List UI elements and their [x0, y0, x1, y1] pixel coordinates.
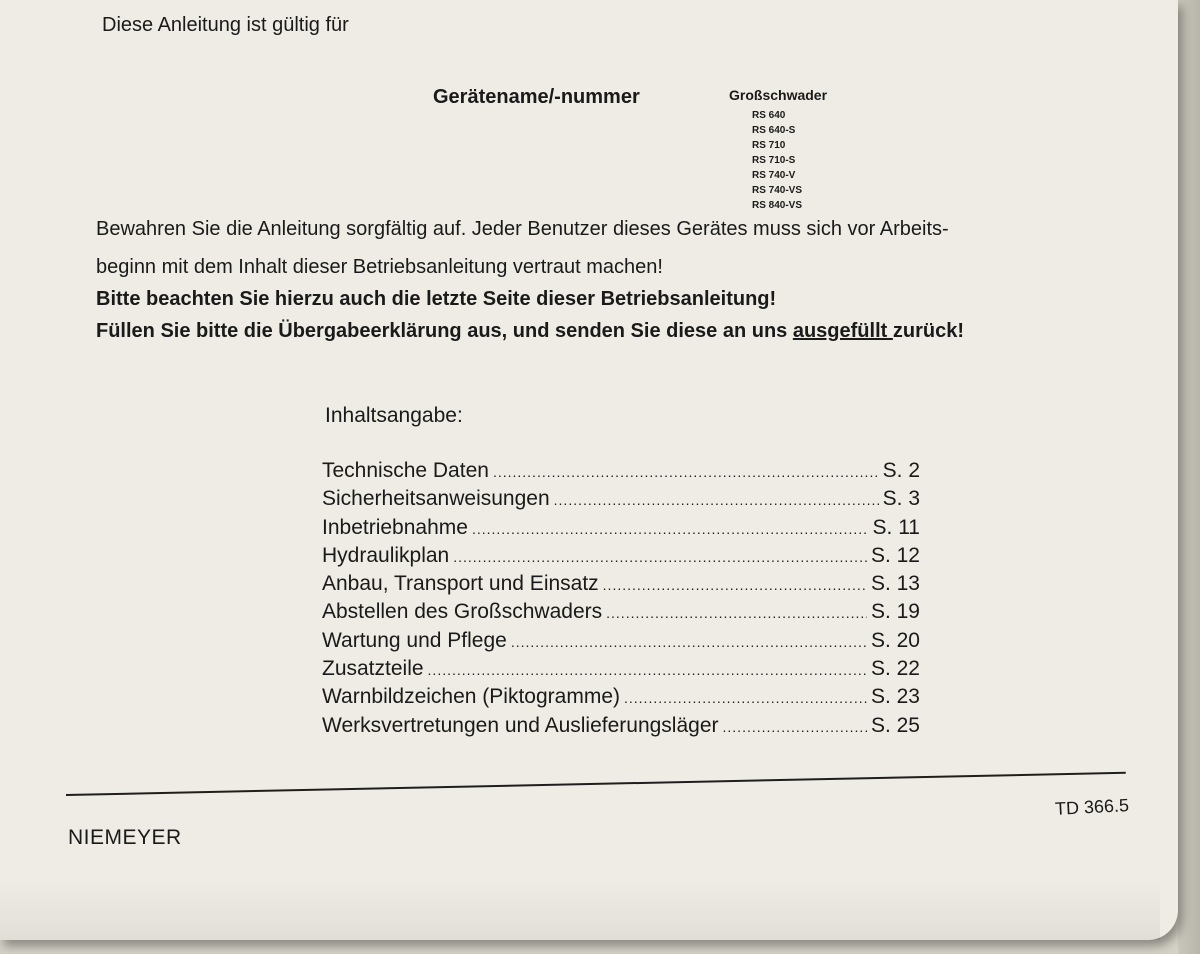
toc-entry-page: S. 19 [870, 600, 920, 624]
toc-entry-page: S. 23 [870, 685, 920, 709]
toc-leader-dots [493, 464, 879, 480]
toc-entry-page: S. 12 [870, 543, 920, 567]
book-edge [1178, 0, 1200, 954]
toc-entry-page: S. 2 [882, 459, 920, 482]
toc-entry [322, 685, 920, 713]
toc-entry-label: Warnbildzeichen (Piktogramme) [322, 685, 620, 709]
toc-entry-label: Anbau, Transport und Einsatz [322, 572, 599, 596]
toc-entry-label: Inbetriebnahme [322, 515, 468, 539]
model-item: RS 710 [752, 140, 786, 151]
intro-text: Diese Anleitung ist gültig für [102, 14, 349, 36]
instruction-bold-2-end: zurück! [892, 320, 964, 342]
instruction-bold-2-start: Füllen Sie bitte die Übergabeerklärung aus, und senden Sie diese an uns [96, 320, 793, 342]
toc-entry [322, 459, 920, 487]
model-item: RS 840-VS [752, 200, 803, 211]
brand-name: NIEMEYER [68, 826, 182, 849]
document-number: TD 366.5 [1054, 795, 1130, 819]
toc-entry [322, 629, 920, 657]
toc-entry-label: Sicherheitsanweisungen [322, 487, 550, 511]
toc-entry-label: Wartung und Pflege [322, 628, 507, 652]
toc-entry [322, 572, 920, 600]
page-shadow [0, 880, 1160, 940]
toc-entry-label: Abstellen des Großschwaders [322, 600, 603, 624]
toc-leader-dots [606, 605, 867, 621]
toc-entry-page: S. 25 [870, 713, 920, 737]
toc-leader-dots [603, 577, 867, 593]
footer-divider [66, 772, 1126, 796]
model-item: RS 640-S [752, 125, 796, 136]
toc-leader-dots [511, 634, 867, 650]
toc-leader-dots [723, 719, 867, 735]
model-list [752, 108, 802, 213]
toc-leader-dots [428, 662, 867, 678]
model-item: RS 740-V [752, 170, 796, 181]
instruction-line-2: beginn mit dem Inhalt dieser Betriebsanleitung vertraut machen! [96, 256, 663, 278]
toc-leader-dots [472, 521, 869, 537]
model-item: RS 740-VS [752, 185, 803, 196]
toc-title: Inhaltsangabe: [325, 404, 463, 427]
table-of-contents [322, 459, 920, 742]
instruction-line-1: Bewahren Sie die Anleitung sorgfältig auf. Jeder Benutzer dieses Gerätes muss sich vor Arbeits- [96, 218, 949, 240]
toc-entry [322, 544, 920, 572]
toc-entry-label: Werksvertretungen und Auslieferungsläger [322, 713, 719, 737]
toc-entry [322, 657, 920, 685]
toc-leader-dots [554, 492, 879, 508]
toc-entry [322, 600, 920, 628]
toc-entry [322, 516, 920, 544]
toc-entry-page: S. 13 [870, 572, 920, 596]
model-item: RS 710-S [752, 155, 796, 166]
toc-leader-dots [453, 549, 867, 565]
toc-entry-label: Zusatzteile [322, 657, 424, 681]
model-item: RS 640 [752, 110, 786, 121]
toc-entry [322, 487, 920, 515]
device-title: Großschwader [729, 87, 828, 103]
instruction-bold-1: Bitte beachten Sie hierzu auch die letzte Seite dieser Betriebsanleitung! [96, 288, 777, 310]
underlined-word: ausgefüllt [792, 320, 893, 342]
toc-leader-dots [624, 690, 867, 706]
toc-entry-label: Technische Daten [322, 459, 489, 482]
instruction-bold-2 [96, 320, 964, 343]
toc-entry [322, 714, 920, 742]
toc-entry-page: S. 3 [882, 487, 920, 511]
toc-entry-page: S. 22 [870, 657, 920, 681]
toc-entry-page: S. 20 [870, 628, 920, 652]
device-name-label: Gerätename/-nummer [433, 86, 640, 108]
toc-entry-page: S. 11 [872, 515, 920, 539]
toc-entry-label: Hydraulikplan [322, 543, 450, 567]
